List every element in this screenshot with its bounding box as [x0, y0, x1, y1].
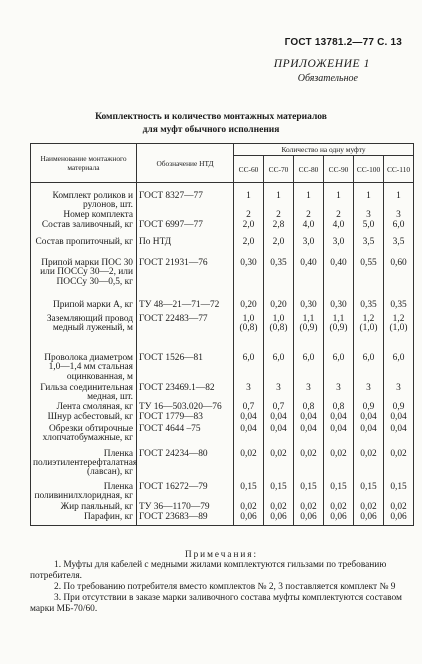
quantity-cell: 0,02 [234, 503, 264, 513]
table-row [31, 183, 414, 211]
material-name: Состав заливочный, кг [31, 221, 137, 238]
material-name: Комплект роликов и рулонов, шт. [31, 183, 137, 211]
quantity-cell: 0,55 [354, 259, 384, 301]
quantity-cell: 1,0 (0,8) [234, 315, 264, 354]
note-item: 1. Муфты для кабелей с медными жилами комплектуются гильзами по требованию потребителя. [30, 560, 387, 581]
quantity-cell: 0,8 [294, 403, 324, 413]
quantity-cell: 0,20 [234, 301, 264, 315]
quantity-cell: 0,06 [294, 513, 324, 526]
quantity-cell: 0,8 [324, 403, 354, 413]
quantity-cell: 2 [324, 211, 354, 221]
quantity-cell: 1,2 (1,0) [384, 315, 414, 354]
table-row [31, 425, 414, 450]
quantity-cell: 0,40 [294, 259, 324, 301]
note-item: 2. По требованию потребителя вместо комплектов № 2, 3 поставляется комплект № 9 [54, 582, 396, 592]
quantity-cell: 1 [324, 183, 354, 211]
quantity-cell: 2,0 [234, 221, 264, 238]
table-title [0, 111, 422, 137]
quantity-cell: 0,9 [384, 403, 414, 413]
quantity-cell: 0,9 [354, 403, 384, 413]
quantity-cell: 6,0 [264, 354, 294, 384]
ntd-designation: ГОСТ 1526—81 [137, 354, 234, 384]
table-row [31, 413, 414, 425]
material-name: Припой марки ПОС 30 или ПОССу 30—2, или ПОССу 30—0,5, кг [31, 259, 137, 301]
quantity-cell: 6,0 [354, 354, 384, 384]
size-header: СС-100 [354, 156, 384, 183]
ntd-designation: ТУ 36—1170—79 [137, 503, 234, 513]
quantity-cell: 2 [264, 211, 294, 221]
quantity-cell: 0,02 [354, 450, 384, 483]
ntd-designation: ГОСТ 22483—77 [137, 315, 234, 354]
quantity-cell: 1 [384, 183, 414, 211]
quantity-cell: 2 [234, 211, 264, 221]
quantity-cell: 0,04 [264, 413, 294, 425]
quantity-cell: 0,02 [384, 503, 414, 513]
column-group-header: Количество на одну муфту [234, 144, 414, 156]
material-name: Шнур асбестовый, кг [31, 413, 137, 425]
material-name: Заземляющий провод медный луженый, м [31, 315, 137, 354]
quantity-cell: 0,15 [384, 483, 414, 503]
table-row [31, 221, 414, 238]
ntd-designation: ГОСТ 4644 –75 [137, 425, 234, 450]
quantity-cell: 0,04 [234, 413, 264, 425]
quantity-cell: 0,02 [294, 503, 324, 513]
quantity-cell: 0,02 [294, 450, 324, 483]
quantity-cell: 0,35 [264, 259, 294, 301]
table-title-line-2: для муфт обычного исполнения [142, 125, 280, 135]
ntd-designation: ГОСТ 23469.1—82 [137, 384, 234, 403]
quantity-cell: 3 [324, 384, 354, 403]
table-row [31, 450, 414, 483]
quantity-cell: 0,35 [354, 301, 384, 315]
materials-table [30, 143, 414, 526]
size-header: СС-60 [234, 156, 264, 183]
table-row [31, 483, 414, 503]
size-header: СС-80 [294, 156, 324, 183]
quantity-cell: 0,30 [234, 259, 264, 301]
notes-heading: Примечания: [184, 549, 259, 559]
material-name: Состав пропиточный, кг [31, 238, 137, 259]
quantity-cell: 3,0 [294, 238, 324, 259]
quantity-cell: 3 [294, 384, 324, 403]
quantity-cell: 0,7 [234, 403, 264, 413]
quantity-cell: 0,20 [264, 301, 294, 315]
quantity-cell: 0,06 [384, 513, 414, 526]
quantity-cell: 3 [264, 384, 294, 403]
material-name: Проволока диаметром 1,0—1,4 мм стальная оцинкованная, м [31, 354, 137, 384]
quantity-cell: 0,04 [294, 413, 324, 425]
quantity-cell: 1 [264, 183, 294, 211]
table-row [31, 259, 414, 301]
quantity-cell: 0,15 [264, 483, 294, 503]
quantity-cell: 0,06 [264, 513, 294, 526]
quantity-cell: 2,0 [234, 238, 264, 259]
quantity-cell: 4,0 [324, 221, 354, 238]
quantity-cell: 0,15 [294, 483, 324, 503]
ntd-designation: ГОСТ 16272—79 [137, 483, 234, 503]
table-row [31, 384, 414, 403]
table-row [31, 301, 414, 315]
quantity-cell: 0,04 [264, 425, 294, 450]
quantity-cell: 3,5 [354, 238, 384, 259]
quantity-cell: 0,04 [324, 413, 354, 425]
quantity-cell: 6,0 [384, 221, 414, 238]
ntd-designation: ГОСТ 1779—83 [137, 413, 234, 425]
material-name: Припой марки А, кг [31, 301, 137, 315]
quantity-cell: 0,15 [324, 483, 354, 503]
quantity-cell: 5,0 [354, 221, 384, 238]
quantity-cell: 0,30 [324, 301, 354, 315]
quantity-cell: 0,02 [354, 503, 384, 513]
quantity-cell: 0,04 [354, 425, 384, 450]
appendix-heading: ПРИЛОЖЕНИЕ 1 [273, 58, 370, 70]
quantity-cell: 0,35 [384, 301, 414, 315]
quantity-cell: 0,7 [264, 403, 294, 413]
quantity-cell: 0,15 [354, 483, 384, 503]
quantity-cell: 3 [234, 384, 264, 403]
material-name: Парафин, кг [31, 513, 137, 526]
quantity-cell: 0,40 [324, 259, 354, 301]
note-item: 3. При отсутствии в заказе марки заливочного состава муфты комплектуются составом марки МБ-70/60. [30, 593, 402, 614]
quantity-cell: 1,1 (0,9) [294, 315, 324, 354]
quantity-cell: 6,0 [234, 354, 264, 384]
quantity-cell: 0,04 [354, 413, 384, 425]
material-name: Номер комплекта [31, 211, 137, 221]
quantity-cell: 1 [234, 183, 264, 211]
quantity-cell: 3 [384, 384, 414, 403]
ntd-designation: ГОСТ 24234—80 [137, 450, 234, 483]
quantity-cell: 1 [354, 183, 384, 211]
quantity-cell: 6,0 [384, 354, 414, 384]
quantity-cell: 3 [354, 211, 384, 221]
quantity-cell: 0,02 [264, 503, 294, 513]
quantity-cell: 0,06 [234, 513, 264, 526]
quantity-cell: 0,15 [234, 483, 264, 503]
material-name: Пленка поливинилхлоридная, кг [31, 483, 137, 503]
material-name: Пленка полиэтилентерефталатная (лавсан), кг [31, 450, 137, 483]
quantity-cell: 0,02 [324, 503, 354, 513]
quantity-cell: 4,0 [294, 221, 324, 238]
ntd-designation: ТУ 48—21—71—72 [137, 301, 234, 315]
size-header: СС-110 [384, 156, 414, 183]
quantity-cell: 0,02 [324, 450, 354, 483]
quantity-cell: 6,0 [324, 354, 354, 384]
quantity-cell: 1,0 (0,8) [264, 315, 294, 354]
quantity-cell: 6,0 [294, 354, 324, 384]
quantity-cell: 0,04 [324, 425, 354, 450]
table-row [31, 513, 414, 526]
quantity-cell: 2 [294, 211, 324, 221]
quantity-cell: 1,2 (1,0) [354, 315, 384, 354]
standard-reference: ГОСТ 13781.2—77 С. 13 [284, 37, 402, 48]
ntd-designation: По НТД [137, 238, 234, 259]
material-name: Лента смоляная, кг [31, 403, 137, 413]
appendix-status: Обязательное [297, 73, 358, 84]
quantity-cell: 0,02 [384, 450, 414, 483]
quantity-cell: 0,60 [384, 259, 414, 301]
ntd-designation: ТУ 16—503.020—76 [137, 403, 234, 413]
table-row [31, 238, 414, 259]
table-title-line-1: Комплектность и количество монтажных материалов [95, 112, 327, 122]
quantity-cell: 3 [384, 211, 414, 221]
quantity-cell: 2,0 [264, 238, 294, 259]
material-name: Обрезки обтирочные хлопчатобумажные, кг [31, 425, 137, 450]
quantity-cell: 3 [354, 384, 384, 403]
quantity-cell: 0,04 [234, 425, 264, 450]
quantity-cell: 1,1 (0,9) [324, 315, 354, 354]
quantity-cell: 0,04 [384, 413, 414, 425]
quantity-cell: 2,8 [264, 221, 294, 238]
material-name: Гильза соединительная медная, шт. [31, 384, 137, 403]
quantity-cell: 0,02 [264, 450, 294, 483]
ntd-designation: ГОСТ 23683—89 [137, 513, 234, 526]
ntd-designation: ГОСТ 21931—76 [137, 259, 234, 301]
quantity-cell: 0,02 [234, 450, 264, 483]
table-row [31, 354, 414, 384]
size-header: СС-90 [324, 156, 354, 183]
quantity-cell: 0,04 [384, 425, 414, 450]
size-header: СС-70 [264, 156, 294, 183]
ntd-designation: ГОСТ 6997—77 [137, 221, 234, 238]
column-header-material: Наименование монтажного материала [31, 144, 137, 183]
column-header-ntd: Обозначение НТД [137, 144, 234, 183]
quantity-cell: 0,06 [324, 513, 354, 526]
quantity-cell: 3,5 [384, 238, 414, 259]
quantity-cell: 1 [294, 183, 324, 211]
material-name: Жир паяльный, кг [31, 503, 137, 513]
quantity-cell: 0,04 [294, 425, 324, 450]
table-row [31, 315, 414, 354]
quantity-cell: 0,06 [354, 513, 384, 526]
quantity-cell: 3,0 [324, 238, 354, 259]
quantity-cell: 0,30 [294, 301, 324, 315]
notes [30, 549, 413, 615]
ntd-designation: ГОСТ 8327—77 [137, 183, 234, 211]
